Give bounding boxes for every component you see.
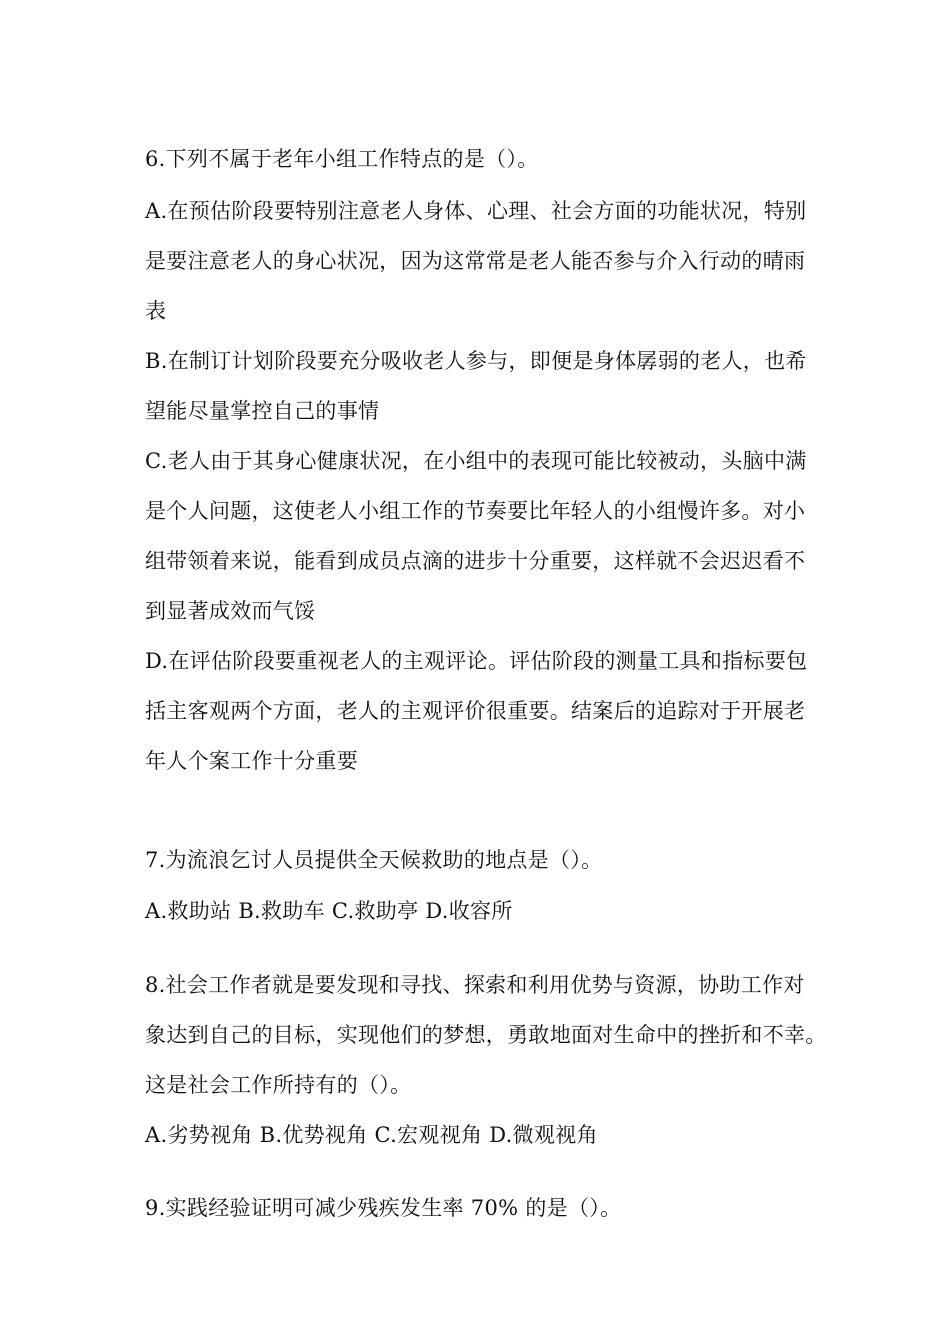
question-7-options: A.救助站 B.救助车 C.救助亭 D.收容所 — [145, 899, 513, 923]
question-6-option-a-line-2: 是要注意老人的身心状况，因为这常常是老人能否参与介入行动的晴雨 — [145, 249, 806, 273]
question-8-stem-line-2: 象达到自己的目标，实现他们的梦想，勇敢地面对生命中的挫折和不幸。 — [145, 1023, 827, 1047]
question-6-option-a-line-3: 表 — [145, 299, 167, 323]
question-6-option-d-line-3: 年人个案工作十分重要 — [145, 749, 358, 773]
question-7-stem: 7.为流浪乞讨人员提供全天候救助的地点是（）。 — [145, 848, 603, 872]
question-8-stem-line-1: 8.社会工作者就是要发现和寻找、探索和利用优势与资源，协助工作对 — [145, 973, 805, 997]
question-6-option-d-line-1: D.在评估阶段要重视老人的主观评论。评估阶段的测量工具和指标要包 — [145, 649, 808, 673]
question-8-options: A.劣势视角 B.优势视角 C.宏观视角 D.微观视角 — [145, 1123, 598, 1147]
question-8-stem-line-3: 这是社会工作所持有的（）。 — [145, 1073, 412, 1097]
question-6-stem: 6.下列不属于老年小组工作特点的是（）。 — [145, 147, 539, 171]
question-6-option-c-line-2: 是个人问题，这使老人小组工作的节奏要比年轻人的小组慢许多。对小 — [145, 499, 806, 523]
question-6-option-a-line-1: A.在预估阶段要特别注意老人身体、心理、社会方面的功能状况，特别 — [145, 199, 807, 223]
question-6-option-c-line-4: 到显著成效而气馁 — [145, 599, 316, 623]
question-6-option-c-line-1: C.老人由于其身心健康状况，在小组中的表现可能比较被动，头脑中满 — [145, 449, 807, 473]
question-6-option-b-line-2: 望能尽量掌控自己的事情 — [145, 399, 380, 423]
question-9-stem: 9.实践经验证明可减少残疾发生率 70% 的是（）。 — [145, 1196, 622, 1220]
question-6-option-d-line-2: 括主客观两个方面，老人的主观评价很重要。结案后的追踪对于开展老 — [145, 699, 806, 723]
question-6-option-c-line-3: 组带领着来说，能看到成员点滴的进步十分重要，这样就不会迟迟看不 — [145, 549, 806, 573]
question-6-option-b-line-1: B.在制订计划阶段要充分吸收老人参与，即便是身体孱弱的老人，也希 — [145, 349, 807, 373]
